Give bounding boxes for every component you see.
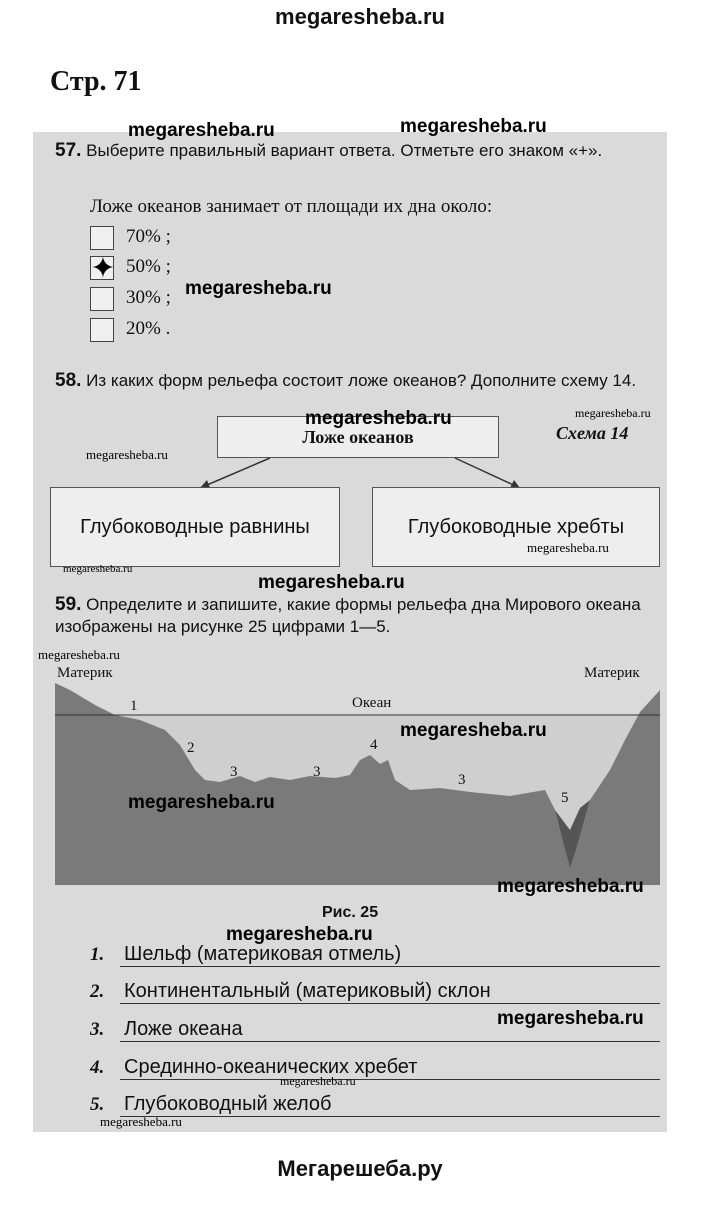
- figure-left-label: Материк: [57, 665, 113, 681]
- scheme-caption: Схема 14: [556, 423, 629, 443]
- question-58-text: Из каких форм рельефа состоит ложе океанов? Дополните схему 14.: [86, 371, 637, 390]
- answer-2-number: 2.: [90, 981, 105, 1002]
- watermark-small: megaresheba.ru: [63, 563, 133, 575]
- marker-4: 4: [370, 737, 378, 753]
- watermark: megaresheba.ru: [185, 278, 332, 299]
- answer-3-line: [120, 1041, 660, 1042]
- watermark: megaresheba.ru: [497, 1008, 644, 1029]
- answer-1-text: Шельф (материковая отмель): [124, 943, 402, 965]
- watermark-small: megaresheba.ru: [38, 647, 120, 662]
- watermark: megaresheba.ru: [400, 116, 547, 137]
- answer-4-line: [120, 1079, 660, 1080]
- answer-5-number: 5.: [90, 1094, 105, 1115]
- marker-3c: 3: [458, 772, 466, 788]
- watermark: megaresheba.ru: [497, 876, 644, 897]
- watermark: megaresheba.ru: [128, 792, 275, 813]
- watermark: megaresheba.ru: [400, 720, 547, 741]
- question-57-text: Выберите правильный вариант ответа. Отметьте его знаком «+».: [86, 141, 603, 160]
- scheme-root-label: Ложе океанов: [302, 426, 414, 447]
- marker-3b: 3: [313, 764, 321, 780]
- answer-5-text: Глубоководный желоб: [124, 1093, 332, 1115]
- answer-3-text: Ложе океана: [124, 1018, 243, 1040]
- watermark: megaresheba.ru: [128, 120, 275, 141]
- answer-4-text: Срединно-океанических хребет: [124, 1056, 418, 1078]
- marker-1: 1: [130, 698, 138, 714]
- watermark: megaresheba.ru: [305, 408, 452, 429]
- option-70-label: 70% ;: [126, 226, 171, 247]
- watermark-small: megaresheba.ru: [575, 406, 651, 420]
- answer-4-number: 4.: [90, 1057, 105, 1078]
- site-header[interactable]: megaresheba.ru: [275, 4, 445, 29]
- plus-mark-icon: ✦: [90, 252, 116, 285]
- figure-ocean-label: Океан: [352, 695, 392, 711]
- question-59-text: Определите и запишите, какие формы рельефа дна Мирового океана изображены на рисунке 25 цифрами 1—5.: [55, 595, 641, 636]
- question-59-number: 59.: [55, 594, 82, 615]
- option-30-label: 30% ;: [126, 287, 171, 308]
- page-reference: Стр. 71: [50, 66, 142, 97]
- figure-right-label: Материк: [584, 665, 640, 681]
- option-50-label: 50% ;: [126, 256, 171, 277]
- watermark-small: megaresheba.ru: [86, 447, 168, 462]
- answer-5-line: [120, 1116, 660, 1117]
- answer-2-line: [120, 1003, 660, 1004]
- watermark-small: megaresheba.ru: [100, 1114, 182, 1129]
- marker-3a: 3: [230, 764, 238, 780]
- question-57-number: 57.: [55, 140, 82, 161]
- watermark-small: megaresheba.ru: [280, 1074, 356, 1088]
- marker-2: 2: [187, 740, 195, 756]
- answer-2-text: Континентальный (материковый) склон: [124, 980, 491, 1002]
- question-58-number: 58.: [55, 370, 82, 391]
- option-20-label: 20% .: [126, 318, 171, 339]
- watermark-small: megaresheba.ru: [527, 540, 609, 555]
- marker-5: 5: [561, 790, 569, 806]
- watermark: megaresheba.ru: [258, 572, 405, 593]
- site-footer[interactable]: Мегарешеба.ру: [277, 1156, 443, 1181]
- watermark: megaresheba.ru: [226, 924, 373, 945]
- answer-3-number: 3.: [90, 1019, 105, 1040]
- scheme-left-label: Глубоководные равнины: [80, 515, 310, 538]
- answer-1-number: 1.: [90, 944, 105, 965]
- scheme-right-label: Глубоководные хребты: [407, 515, 625, 538]
- question-57-prompt: Ложе океанов занимает от площади их дна около:: [90, 196, 493, 217]
- answer-1-line: [120, 966, 660, 967]
- figure-caption: Рис. 25: [322, 904, 379, 921]
